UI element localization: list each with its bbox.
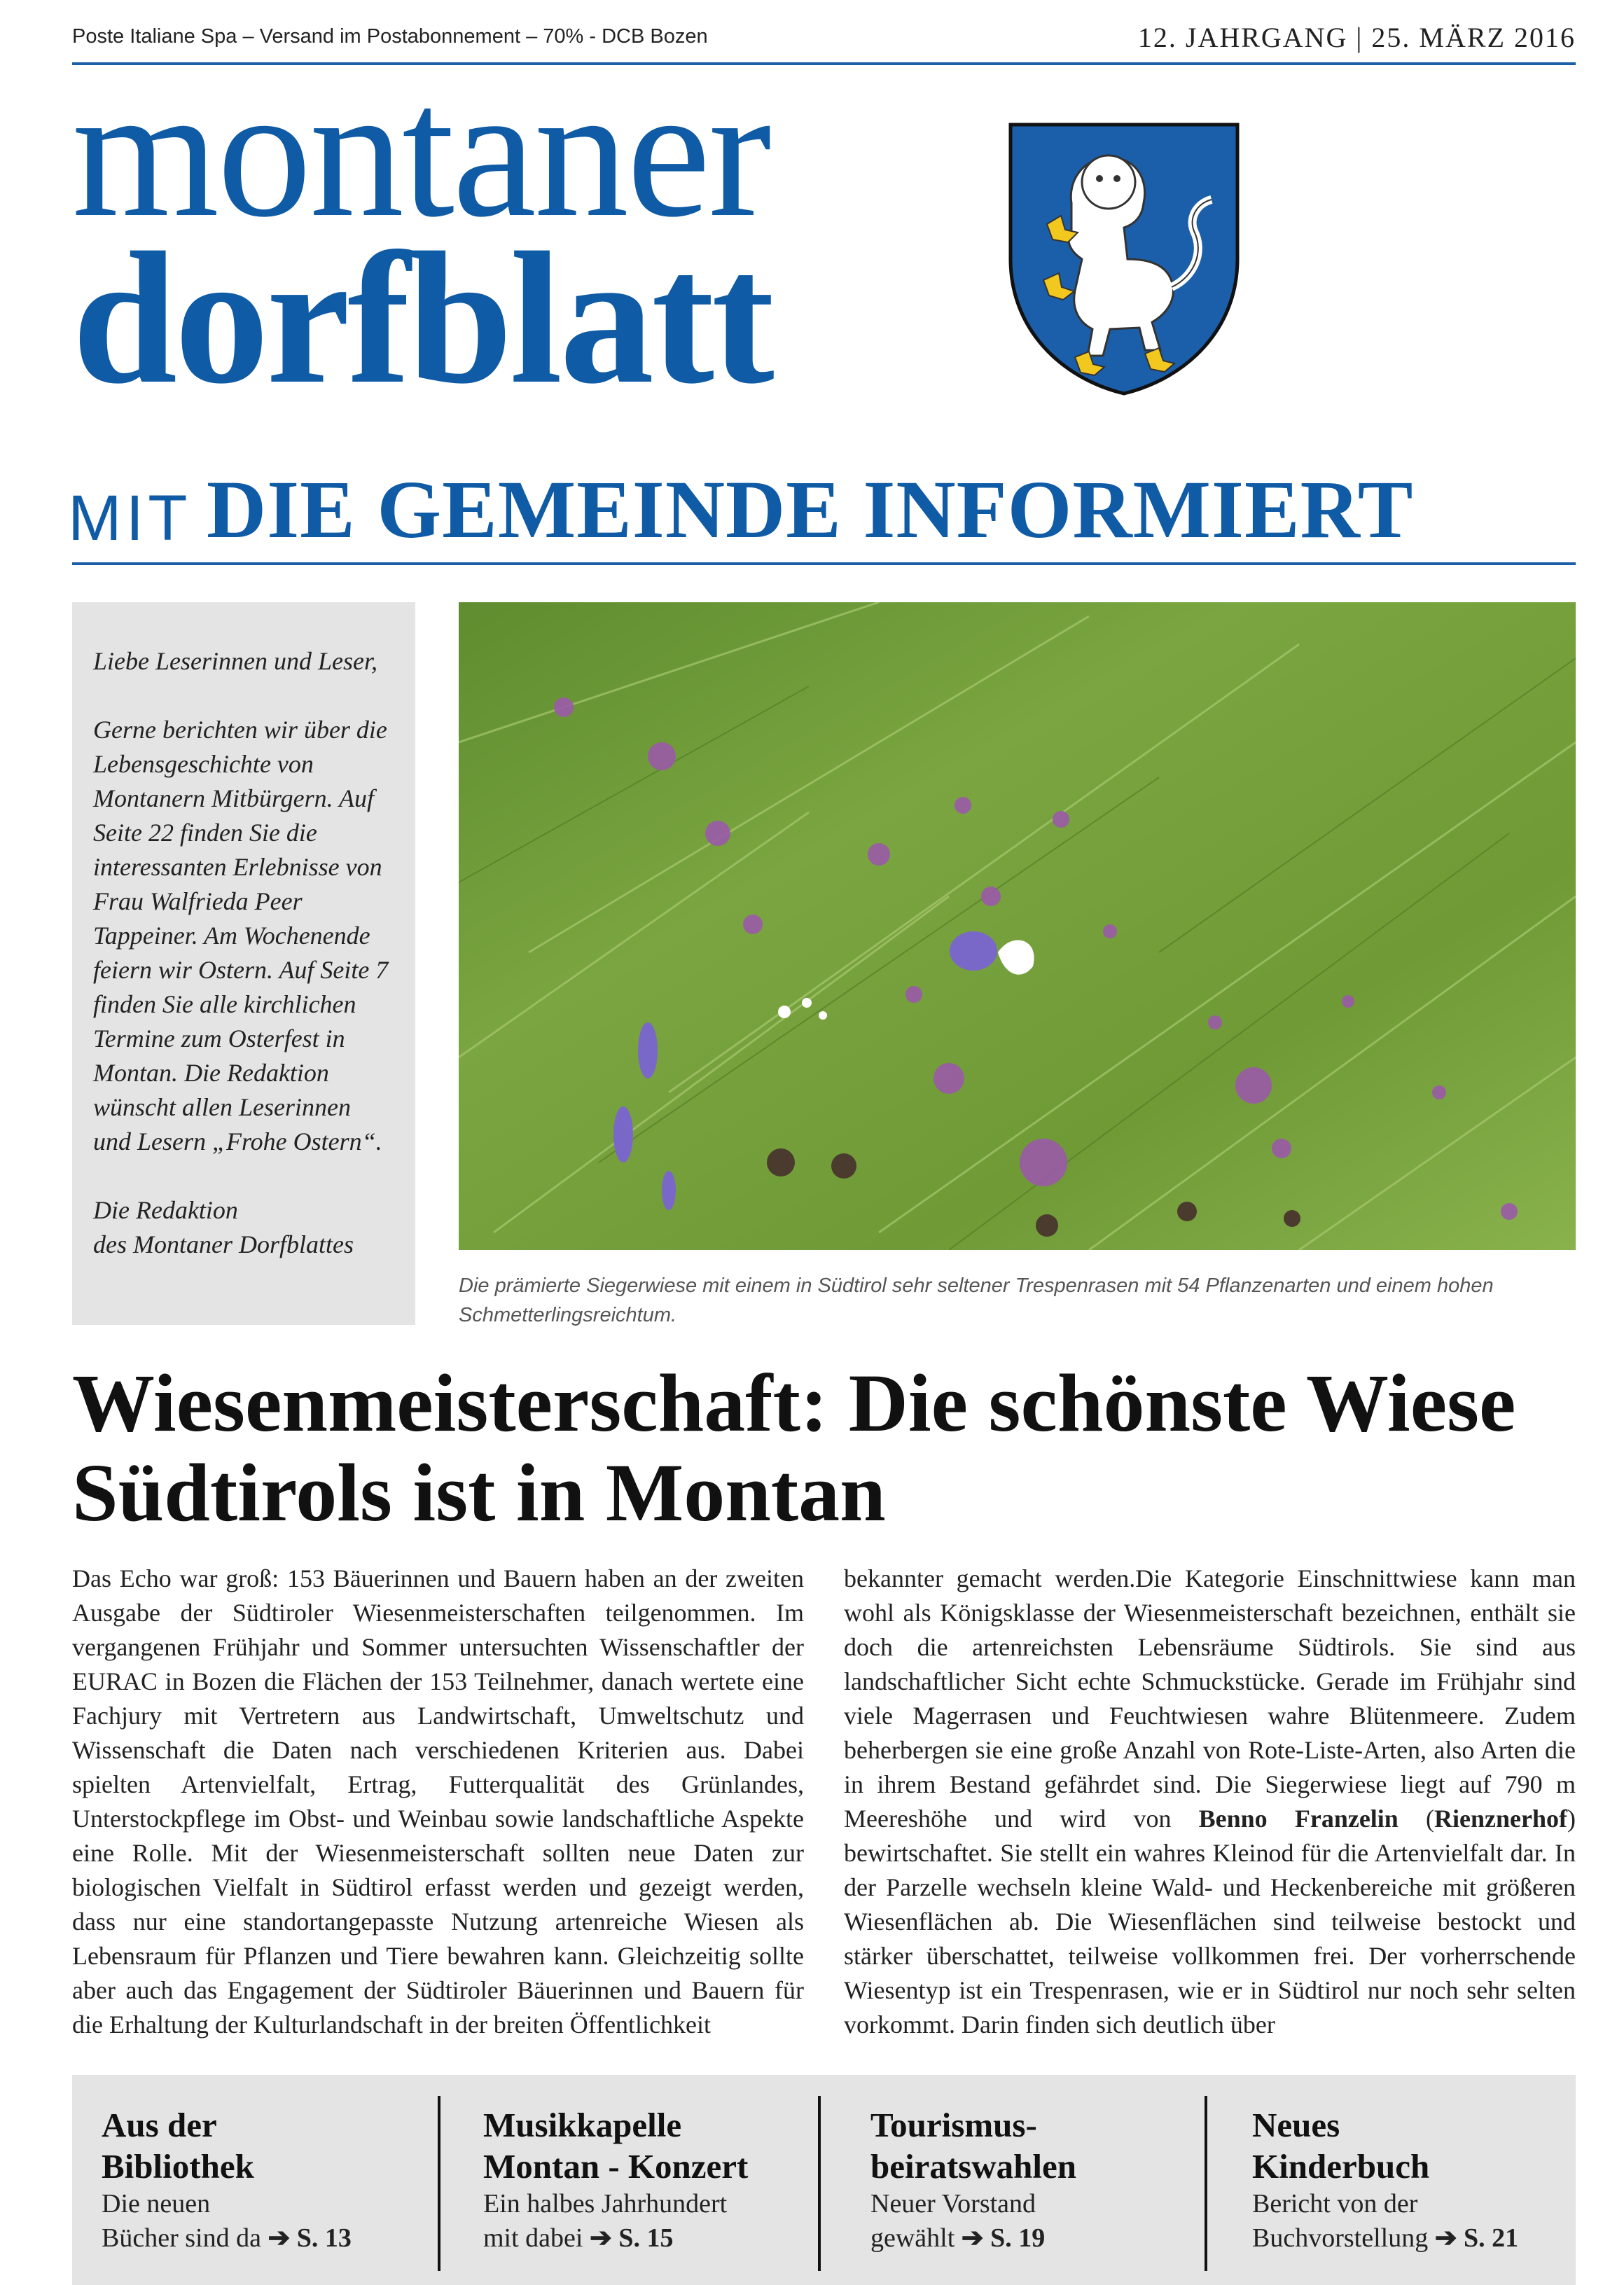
editorial-sign-2: des Montaner Dorfblattes xyxy=(93,1230,354,1258)
editorial-greeting: Liebe Leserinnen und Leser, xyxy=(93,647,377,675)
teaser-subtitle: gewählt xyxy=(870,2223,955,2253)
farmer-name: Benno Franzelin xyxy=(1198,1805,1399,1833)
meadow-photo xyxy=(459,602,1576,1250)
article-text: ) bewirtschaftet. Sie stellt ein wahres Kleinod für die Artenvielfalt dar. In der Parzelle wechseln kleine Wald- und Heckenbereiche mit größeren Wiesenflächen ab. Die Wiesenflächen sind teilweise bestockt und stärker überschattet, teilweise vollkommen frei. Der vorherrschende Wiesentyp ist ein Trespenrasen, wie er in Südtirol nur noch sehr selten vorkommt. Darin finden sich deutlich über xyxy=(844,1805,1576,2039)
coat-of-arms-icon xyxy=(1005,119,1243,399)
teaser-subtitle: Bücher sind da xyxy=(102,2223,261,2253)
teaser-title: beiratswahlen xyxy=(870,2147,1076,2186)
masthead-line1: montaner xyxy=(72,47,770,256)
teaser-page: S. 15 xyxy=(618,2223,674,2253)
arrow-right-icon: ➔ xyxy=(268,2223,291,2253)
article-text: bekannter gemacht werden.Die Kategorie Einschnittwiese kann man wohl als Königsklasse der Wiesenmeisterschaft bezeichnen, enthält sie doch die artenreichsten Lebensräume Südtirols. Sie sind aus landschaftlicher Sicht echte Schmuckstücke. Gerade im Frühjahr sind viele Magerrasen und Feuchtwiesen wahre Blütenmeere. Zudem beherbergen sie eine große Anzahl von Rote-Liste-Arten, also Arten die in ihrem Bestand gefährdet sind. Die Siegerwiese liegt auf 790 m Meereshöhe und wird von xyxy=(844,1564,1576,1833)
masthead-line2: dorfblatt xyxy=(72,214,772,423)
masthead-subtitle: DIE GEMEINDE INFORMIERT xyxy=(207,464,1414,555)
article-column-1: Das Echo war groß: 153 Bäuerinnen und Bauern haben an der zweiten Ausgabe der Südtiroler Wiesenmeisterschaften teilgenommen. Im vergangenen Frühjahr und Sommer untersuchten Wissenschaftler der EURAC in Bozen die Flächen der 153 Teilnehmer, danach wertete eine Fachjury mit Vertretern aus Landwirtschaft, Umweltschutz und Wissenschaft die Daten nach verschiedenen Kriterien aus. Dabei spielten Artenvielfalt, Ertrag, Futterqualität des Grünlandes, Unterstockpflege im Obst- und Weinbau sowie landschaftliche Aspekte eine Rolle. Mit der Wiesenmeisterschaft sollten neue Daten zur biologischen Vielfalt in Südtirol erfasst werden und gezeigt werden, dass nur eine standortangepasste Nutzung artenreiche Wiesen als Lebensraum für Pflanzen und Tiere bewahren kann. Gleichzeitig sollte aber auch das Engagement der Südtiroler Bäuerinnen und Bauern für die Erhaltung der Kulturlandschaft in der breiten Öffentlichkeit xyxy=(72,1564,804,2039)
teaser-item[interactable] xyxy=(1252,2075,1574,2285)
teaser-title: Montan - Konzert xyxy=(483,2147,749,2186)
arrow-right-icon: ➔ xyxy=(1434,2223,1457,2253)
teaser-subtitle: Die neuen xyxy=(102,2189,211,2218)
teaser-subtitle: Buchvorstellung xyxy=(1252,2223,1429,2253)
arrow-right-icon: ➔ xyxy=(961,2223,984,2253)
issue-date: 12. JAHRGANG | 25. MÄRZ 2016 xyxy=(1137,22,1576,53)
article-column-2 xyxy=(844,1562,1576,2042)
teaser-subtitle: mit dabei xyxy=(483,2223,583,2253)
editorial-box xyxy=(72,602,415,1325)
teaser-divider xyxy=(438,2096,440,2271)
teaser-divider xyxy=(1205,2096,1207,2271)
postal-notice: Poste Italiane Spa – Versand im Postabonnement – 70% - DCB Bozen xyxy=(72,25,708,48)
article-text: ( xyxy=(1398,1805,1435,1833)
teaser-title: Aus der xyxy=(102,2106,217,2144)
teaser-title: Bibliothek xyxy=(102,2147,254,2186)
farm-name: Rienznerhof xyxy=(1434,1805,1567,1833)
teaser-subtitle: Ein halbes Jahrhundert xyxy=(483,2189,728,2218)
teaser-title: Musikkapelle xyxy=(483,2106,682,2144)
teaser-title: Neues xyxy=(1252,2106,1340,2144)
masthead-rule xyxy=(72,562,1576,565)
teaser-page: S. 13 xyxy=(296,2223,352,2253)
editorial-sign-1: Die Redaktion xyxy=(93,1196,238,1224)
teaser-subtitle: Bericht von der xyxy=(1252,2189,1418,2218)
teaser-divider xyxy=(818,2096,821,2271)
teaser-bar xyxy=(72,2075,1576,2285)
teaser-page: S. 19 xyxy=(990,2223,1046,2253)
arrow-right-icon: ➔ xyxy=(589,2223,612,2253)
teaser-page: S. 21 xyxy=(1464,2223,1519,2253)
teaser-title: Tourismus- xyxy=(870,2106,1037,2144)
mit-label: MIT xyxy=(68,482,192,554)
teaser-subtitle: Neuer Vorstand xyxy=(870,2189,1036,2218)
teaser-item[interactable] xyxy=(102,2075,452,2285)
editorial-body: Gerne berichten wir über die Lebensgeschichte von Montanern Mitbürgern. Auf Seite 22 finden Sie die interessanten Erlebnisse von Frau Walfrieda Peer Tappeiner. Am Wochenende feiern wir Ostern. Auf Seite 7 finden Sie alle kirchlichen Termine zum Osterfest in Montan. Die Redaktion wünscht allen Leserinnen und Lesern „Frohe Ostern“. xyxy=(93,716,389,1155)
teaser-item[interactable] xyxy=(870,2075,1207,2285)
photo-caption: Die prämierte Siegerwiese mit einem in Südtirol sehr seltener Trespenrasen mit 54 Pflanzenarten und einem hohen Schmetterlingsreichtum. xyxy=(459,1275,1494,1326)
article-headline: Wiesenmeisterschaft: Die schönste Wiese Südtirols ist in Montan xyxy=(72,1357,1516,1539)
teaser-item[interactable] xyxy=(483,2075,819,2285)
teaser-title: Kinderbuch xyxy=(1252,2147,1430,2186)
